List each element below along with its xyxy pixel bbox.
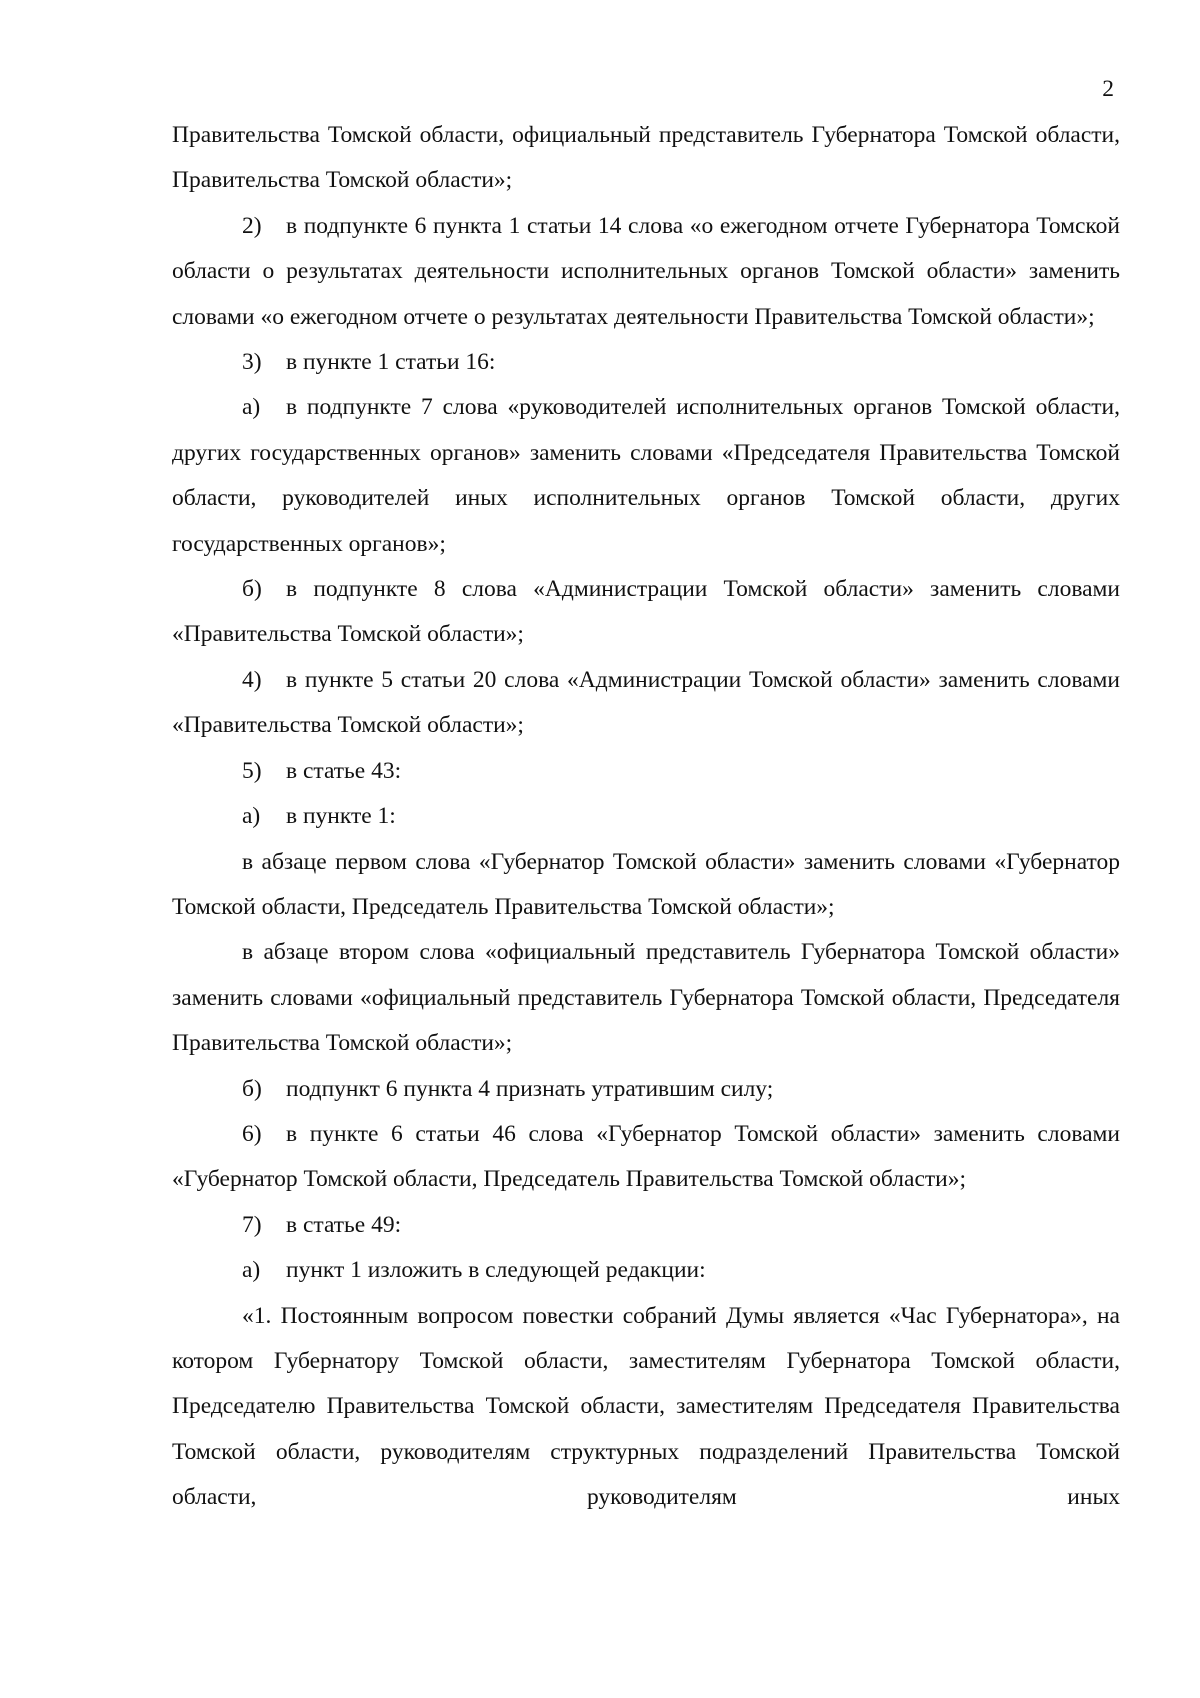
list-item-7 [172, 1203, 1120, 1248]
paragraph-text: Правительства Томской области, официальный представитель Губернатора Томской области, Правительства Томской области»; [172, 122, 1120, 194]
list-item-5b [172, 1067, 1120, 1112]
paragraph-text: в пункте 1 статьи 16: [286, 349, 496, 376]
paragraph-abzac-second [172, 930, 1120, 1066]
item-number: а) [242, 803, 261, 830]
item-number: б) [242, 1075, 262, 1102]
list-item-4 [172, 658, 1120, 749]
item-number: а) [242, 1257, 261, 1284]
paragraph-text: в статье 43: [286, 757, 402, 784]
paragraph-text: подпункт 6 пункта 4 признать утратившим силу; [286, 1075, 774, 1102]
item-number: 7) [242, 1211, 262, 1238]
page-number: 2 [1102, 76, 1114, 102]
document-body [172, 113, 1120, 1521]
paragraph-text: в статье 49: [286, 1211, 402, 1238]
paragraph-text: в подпункте 8 слова «Администрации Томской области» заменить словами «Правительства Томской области»; [172, 576, 1120, 648]
item-number: а) [242, 394, 261, 421]
list-item-5a [172, 794, 1120, 839]
paragraph-text: в абзаце втором слова «официальный представитель Губернатора Томской области» заменить словами «официальный представитель Губернатора Томской области, Председателя Правительства Томской области»; [172, 939, 1120, 1057]
paragraph-text: в абзаце первом слова «Губернатор Томской области» заменить словами «Губернатор Томской области, Председатель Правительства Томской области»; [172, 848, 1120, 920]
list-item-3 [172, 340, 1120, 385]
list-item-2 [172, 204, 1120, 340]
paragraph-text: в пункте 5 статьи 20 слова «Администрации Томской области» заменить словами «Правительства Томской области»; [172, 666, 1120, 739]
paragraph-text: «1. Постоянным вопросом повестки собраний Думы является «Час Губернатора», на котором Губернатору Томской области, заместителям Губернатора Томской области, Председателю Правительства Томской области, заместителям Председателя Правительства Томской области, руководителям структурных подразделений Правительства Томской области, руководителям иных [172, 1302, 1120, 1511]
paragraph-text: пункт 1 изложить в следующей редакции: [286, 1257, 706, 1284]
paragraph-text: в пункте 1: [286, 803, 396, 830]
item-number: 5) [242, 757, 262, 784]
paragraph-continuation [172, 113, 1120, 204]
paragraph-text: в пункте 6 статьи 46 слова «Губернатор Томской области» заменить словами «Губернатор Томской области, Председатель Правительства Томской области»; [172, 1120, 1120, 1193]
list-item-5 [172, 749, 1120, 794]
list-item-3a [172, 385, 1120, 567]
item-number: 2) [242, 212, 262, 239]
paragraph-text: в подпункте 7 слова «руководителей исполнительных органов Томской области, других государственных органов» заменить словами «Председателя Правительства Томской области, руководителей иных исполнительных органов Томской области, других государственных органов»; [172, 394, 1120, 557]
item-number: 3) [242, 349, 262, 376]
list-item-3b [172, 567, 1120, 658]
paragraph-text: в подпункте 6 пункта 1 статьи 14 слова «о ежегодном отчете Губернатора Томской области о результатах деятельности исполнительных органов Томской области» заменить словами «о ежегодном отчете о результатах деятельности Правительства Томской области»; [172, 212, 1120, 330]
item-number: б) [242, 576, 262, 603]
list-item-7a [172, 1248, 1120, 1293]
quoted-new-text [172, 1294, 1120, 1521]
item-number: 4) [242, 666, 262, 693]
paragraph-abzac-first [172, 840, 1120, 931]
item-number: 6) [242, 1120, 262, 1147]
list-item-6 [172, 1112, 1120, 1203]
